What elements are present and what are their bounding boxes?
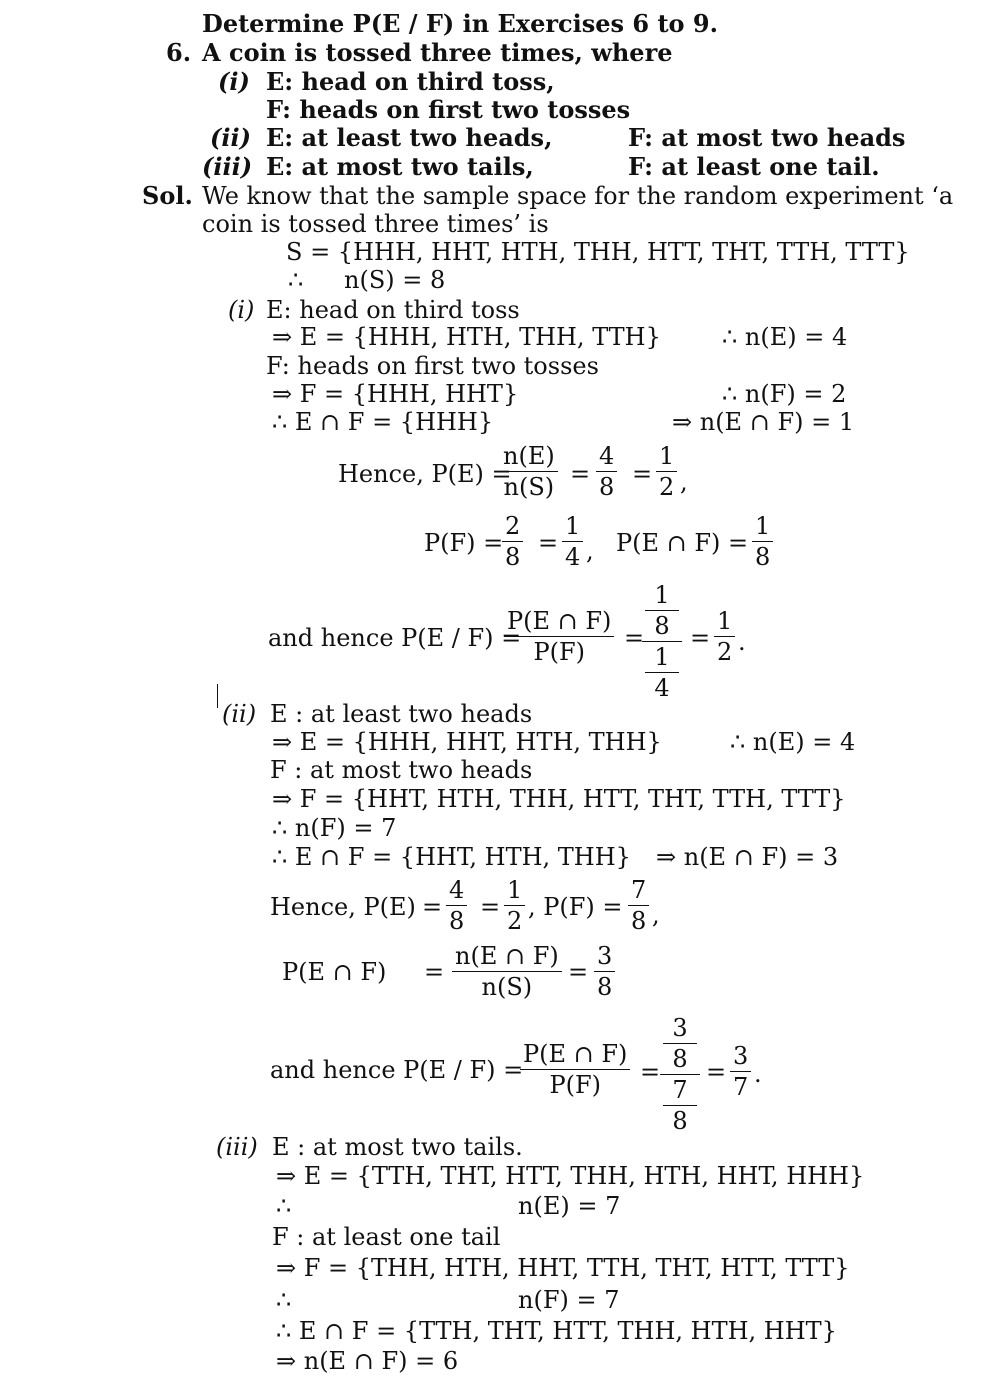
part-i-pef: P(E ∩ F) = bbox=[616, 529, 749, 557]
numerator: 1 bbox=[565, 512, 581, 540]
part-ii-event-e-desc: E : at least two heads bbox=[270, 700, 533, 728]
denominator: P(F) bbox=[533, 638, 585, 666]
part-ii-hence-pe: Hence, P(E) bbox=[270, 893, 416, 921]
denominator: 8 bbox=[631, 907, 647, 935]
value: 7 bbox=[672, 1076, 688, 1104]
denominator: 4 bbox=[565, 543, 581, 571]
numerator: 1 bbox=[717, 607, 733, 635]
denominator: 2 bbox=[507, 907, 523, 935]
case-iii-event-f: F: at least one tail. bbox=[628, 152, 880, 181]
question-text: A coin is tossed three times, where bbox=[202, 38, 673, 67]
case-i-event-f: F: heads on first two tosses bbox=[266, 95, 631, 124]
part-i-event-e-desc: E: head on third toss bbox=[266, 296, 520, 324]
denominator: n(S) bbox=[481, 973, 533, 1001]
case-iii-event-e: E: at most two tails, bbox=[266, 152, 534, 181]
denominator: 8 bbox=[449, 907, 465, 935]
denominator: 8 bbox=[755, 543, 771, 571]
case-i-event-e: E: head on third toss, bbox=[266, 67, 555, 96]
part-ii-fraction-nef-ns bbox=[452, 944, 562, 999]
part-i-hence-pe: Hence, P(E) = bbox=[338, 460, 512, 488]
numerator: 3 bbox=[597, 942, 613, 970]
denominator: 7 bbox=[733, 1073, 749, 1101]
part-iii-event-e-desc: E : at most two tails. bbox=[272, 1133, 523, 1161]
equals-sign: = bbox=[706, 1058, 727, 1086]
part-iii-event-f-count: n(F) = 7 bbox=[518, 1286, 620, 1314]
part-iii-intersection-set: ∴ E ∩ F = {TTH, THT, HTT, THH, HTH, HHT} bbox=[276, 1317, 837, 1345]
part-i-pf: P(F) = bbox=[424, 529, 504, 557]
equals-sign: = bbox=[640, 1058, 661, 1086]
part-i-and-hence: and hence P(E / F) = bbox=[268, 624, 522, 652]
part-ii-event-f-desc: F : at most two heads bbox=[270, 756, 533, 784]
instruction-heading: Determine P(E / F) in Exercises 6 to 9. bbox=[202, 9, 718, 38]
part-i-fraction-4-8 bbox=[596, 444, 617, 499]
part-i-intersection-count: ⇒ n(E ∩ F) = 1 bbox=[672, 408, 855, 436]
equals-sign: = bbox=[422, 893, 443, 921]
denominator: 8 bbox=[505, 543, 521, 571]
part-i-fraction-1-2 bbox=[656, 444, 677, 499]
case-ii-label: (ii) bbox=[210, 123, 251, 152]
numerator: 4 bbox=[449, 876, 465, 904]
period: . bbox=[754, 1060, 762, 1088]
case-iii-label: (iii) bbox=[202, 152, 253, 181]
part-iii-intersection-count: ⇒ n(E ∩ F) = 6 bbox=[276, 1347, 459, 1375]
part-i-complex-fraction bbox=[642, 583, 682, 700]
equals-sign: = bbox=[690, 624, 711, 652]
part-iii-event-f-set: ⇒ F = {THH, HTH, HHT, TTH, THT, HTT, TTT} bbox=[276, 1254, 850, 1282]
numerator: P(E ∩ F) bbox=[523, 1040, 628, 1068]
denominator: P(F) bbox=[549, 1071, 601, 1099]
part-i-label: (i) bbox=[228, 296, 255, 324]
numerator: 1 bbox=[659, 442, 675, 470]
value: 8 bbox=[654, 612, 670, 640]
therefore-symbol: ∴ bbox=[276, 1286, 292, 1314]
part-i-fraction-2-8 bbox=[502, 514, 523, 569]
part-ii-fraction-result bbox=[730, 1044, 751, 1099]
numerator: 2 bbox=[505, 512, 521, 540]
part-iii-event-e-set: ⇒ E = {TTH, THT, HTT, THH, HTH, HHT, HHH} bbox=[276, 1162, 865, 1190]
sample-space-count: n(S) = 8 bbox=[344, 266, 446, 294]
case-i-label: (i) bbox=[218, 67, 250, 96]
part-ii-fraction-7-8 bbox=[628, 878, 649, 933]
case-ii-event-e: E: at least two heads, bbox=[266, 123, 553, 152]
part-ii-and-hence: and hence P(E / F) = bbox=[270, 1056, 524, 1084]
part-ii-fraction-3-8 bbox=[594, 944, 615, 999]
part-i-event-f-count: ∴ n(F) = 2 bbox=[722, 380, 847, 408]
part-ii-intersection-set: ∴ E ∩ F = {HHT, HTH, THH} bbox=[272, 843, 631, 871]
part-i-event-e-count: ∴ n(E) = 4 bbox=[722, 323, 848, 351]
period: . bbox=[738, 628, 746, 656]
part-i-fraction-1-8 bbox=[752, 514, 773, 569]
part-i-fraction-pef-pf bbox=[504, 609, 614, 664]
comma: , bbox=[586, 537, 594, 565]
part-i-event-f-set: ⇒ F = {HHH, HHT} bbox=[272, 380, 519, 408]
part-ii-fraction-pef-pf bbox=[520, 1042, 630, 1097]
part-iii-label: (iii) bbox=[216, 1133, 258, 1161]
numerator: P(E ∩ F) bbox=[507, 607, 612, 635]
denominator: 8 bbox=[597, 973, 613, 1001]
numerator: 4 bbox=[599, 442, 615, 470]
part-ii-event-e-count: ∴ n(E) = 4 bbox=[730, 728, 856, 756]
equals-sign: = bbox=[570, 460, 591, 488]
part-iii-event-e-count: n(E) = 7 bbox=[518, 1192, 621, 1220]
part-i-fraction-result bbox=[714, 609, 735, 664]
part-iii-event-f-desc: F : at least one tail bbox=[272, 1223, 501, 1251]
equals-sign: = bbox=[538, 529, 559, 557]
equals-sign: = bbox=[568, 958, 589, 986]
solution-intro-line-1: We know that the sample space for the random experiment ‘a bbox=[202, 182, 954, 210]
value: 8 bbox=[672, 1107, 688, 1135]
numerator: 3 bbox=[733, 1042, 749, 1070]
therefore-symbol: ∴ bbox=[288, 266, 304, 294]
therefore-symbol: ∴ bbox=[276, 1192, 292, 1220]
margin-mark bbox=[217, 684, 218, 708]
solution-intro-line-2: coin is tossed three times’ is bbox=[202, 210, 549, 238]
equals-sign: = bbox=[480, 893, 501, 921]
part-ii-label: (ii) bbox=[222, 700, 257, 728]
denominator: 2 bbox=[659, 473, 675, 501]
comma: , bbox=[680, 468, 688, 496]
numerator: n(E) bbox=[503, 442, 555, 470]
denominator: 8 bbox=[599, 473, 615, 501]
part-ii-event-e-set: ⇒ E = {HHH, HHT, HTH, THH} bbox=[272, 728, 662, 756]
equals-sign: = bbox=[624, 624, 645, 652]
numerator: 1 bbox=[507, 876, 523, 904]
question-number: 6. bbox=[166, 38, 192, 67]
equals-sign: = bbox=[632, 460, 653, 488]
numerator: n(E ∩ F) bbox=[455, 942, 559, 970]
value: 1 bbox=[654, 643, 670, 671]
part-ii-intersection-count: ⇒ n(E ∩ F) = 3 bbox=[656, 843, 839, 871]
part-ii-pf: , P(F) = bbox=[528, 893, 623, 921]
part-ii-event-f-count: ∴ n(F) = 7 bbox=[272, 814, 397, 842]
comma: , bbox=[652, 901, 660, 929]
part-ii-event-f-set: ⇒ F = {HHT, HTH, THH, HTT, THT, TTH, TTT} bbox=[272, 785, 846, 813]
value: 1 bbox=[654, 581, 670, 609]
denominator: n(S) bbox=[503, 473, 555, 501]
part-ii-pef: P(E ∩ F) bbox=[282, 958, 387, 986]
part-ii-complex-fraction bbox=[660, 1016, 700, 1133]
equals-sign: = bbox=[424, 958, 445, 986]
part-i-event-f-desc: F: heads on first two tosses bbox=[266, 352, 599, 380]
part-i-fraction-1-4 bbox=[562, 514, 583, 569]
value: 8 bbox=[672, 1045, 688, 1073]
value: 4 bbox=[654, 674, 670, 702]
part-ii-fraction-1-2 bbox=[504, 878, 525, 933]
part-i-fraction-ne-ns bbox=[500, 444, 558, 499]
solution-label: Sol. bbox=[142, 181, 193, 210]
numerator: 7 bbox=[631, 876, 647, 904]
case-ii-event-f: F: at most two heads bbox=[628, 123, 906, 152]
part-i-event-e-set: ⇒ E = {HHH, HTH, THH, TTH} bbox=[272, 323, 661, 351]
part-i-intersection-set: ∴ E ∩ F = {HHH} bbox=[272, 408, 494, 436]
numerator: 1 bbox=[755, 512, 771, 540]
part-ii-fraction-4-8 bbox=[446, 878, 467, 933]
value: 3 bbox=[672, 1014, 688, 1042]
sample-space: S = {HHH, HHT, HTH, THH, HTT, THT, TTH, TTT} bbox=[286, 238, 910, 266]
denominator: 2 bbox=[717, 638, 733, 666]
